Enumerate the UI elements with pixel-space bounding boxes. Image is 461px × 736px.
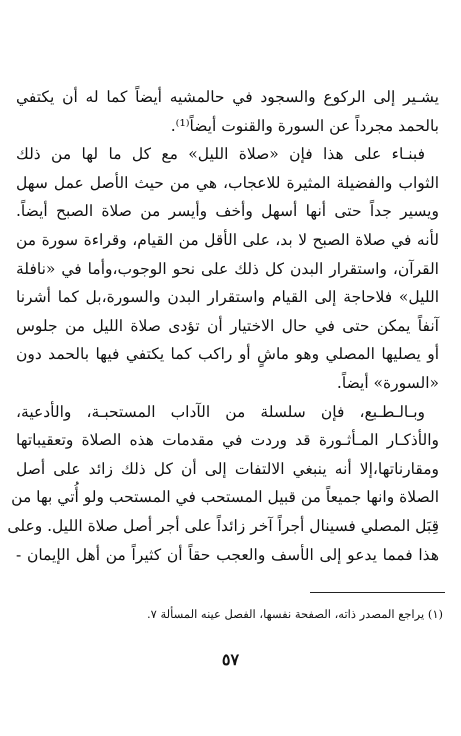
footnote: (١) يراجع المصدر ذاته، الصفحة نفسها، الفصل عينه المسألة ٧. xyxy=(146,607,443,621)
text-line: والأذكـار المـأثـورة قد وردت في مقدمات هذه الصلاة وتعقيباتها xyxy=(16,431,439,450)
text-line: لأنه في صلاة الصبح لا بد، على الأقل من القيام، وقراءة سورة من xyxy=(16,230,439,249)
text-line: أو يصليها المصلي وهو ماشٍ أو راكب كما يكتفي فيها بالحمد دون xyxy=(16,345,439,364)
text-line: فبنـاء على هذا فإن «صلاة الليل» مع كل ما لها من ذلك xyxy=(16,145,425,164)
text-line: الليل» فلاحاجة إلى القيام واستقرار البدن والسورة،بل كما أشرنا xyxy=(16,288,439,307)
main-text xyxy=(7,83,439,569)
footnote-divider xyxy=(310,592,445,593)
text-line: الصلاة وانها جميعاً من قبيل المستحب في المستحب ولو أُتي بها من xyxy=(11,488,439,507)
text-line: ومقارناتها،إلا أنه ينبغي الالتفات إلى أن كل ذلك زائد على أصل xyxy=(16,459,439,478)
text-line: وبـالـطـبع، فإن سلسلة من الآداب المستحبـة، والأدعية، xyxy=(16,402,425,421)
text-line: قِبَل المصلي فسينال أجراً آخر زائداً على أجر أصل صلاة الليل. وعلى xyxy=(7,516,439,535)
text-line: هذا فمما يدعو إلى الأسف والعجب حقاً أن كثيراً من أهل الإيمان - xyxy=(16,545,439,564)
text-line: يشـير إلى الركوع والسجود في حالمشيه أيضاً كما له أن يكتفي xyxy=(16,88,439,106)
text-line: ويسير جداً حتى أنها أسهل وأخف وأيسر من صلاة الصبح أيضاً. xyxy=(16,202,439,221)
text-line: الثواب والفضيلة المثيرة للاعجاب، هي من حيث الأصل عمل سهل xyxy=(16,173,439,192)
text-line: آنفاً يمكن حتى في حال الاختيار أن تؤدى صلاة الليل من جلوس xyxy=(16,316,439,335)
page-number: ٥٧ xyxy=(221,650,240,669)
text-line: القرآن، واستقرار البدن كل ذلك على نحو الوجوب،وأما في «نافلة xyxy=(16,259,439,278)
text-line: بالحمد مجرداً عن السورة والقنوت أيضاً⁽¹⁾. xyxy=(170,116,439,135)
text-line: «السورة» أيضاً. xyxy=(336,373,439,392)
